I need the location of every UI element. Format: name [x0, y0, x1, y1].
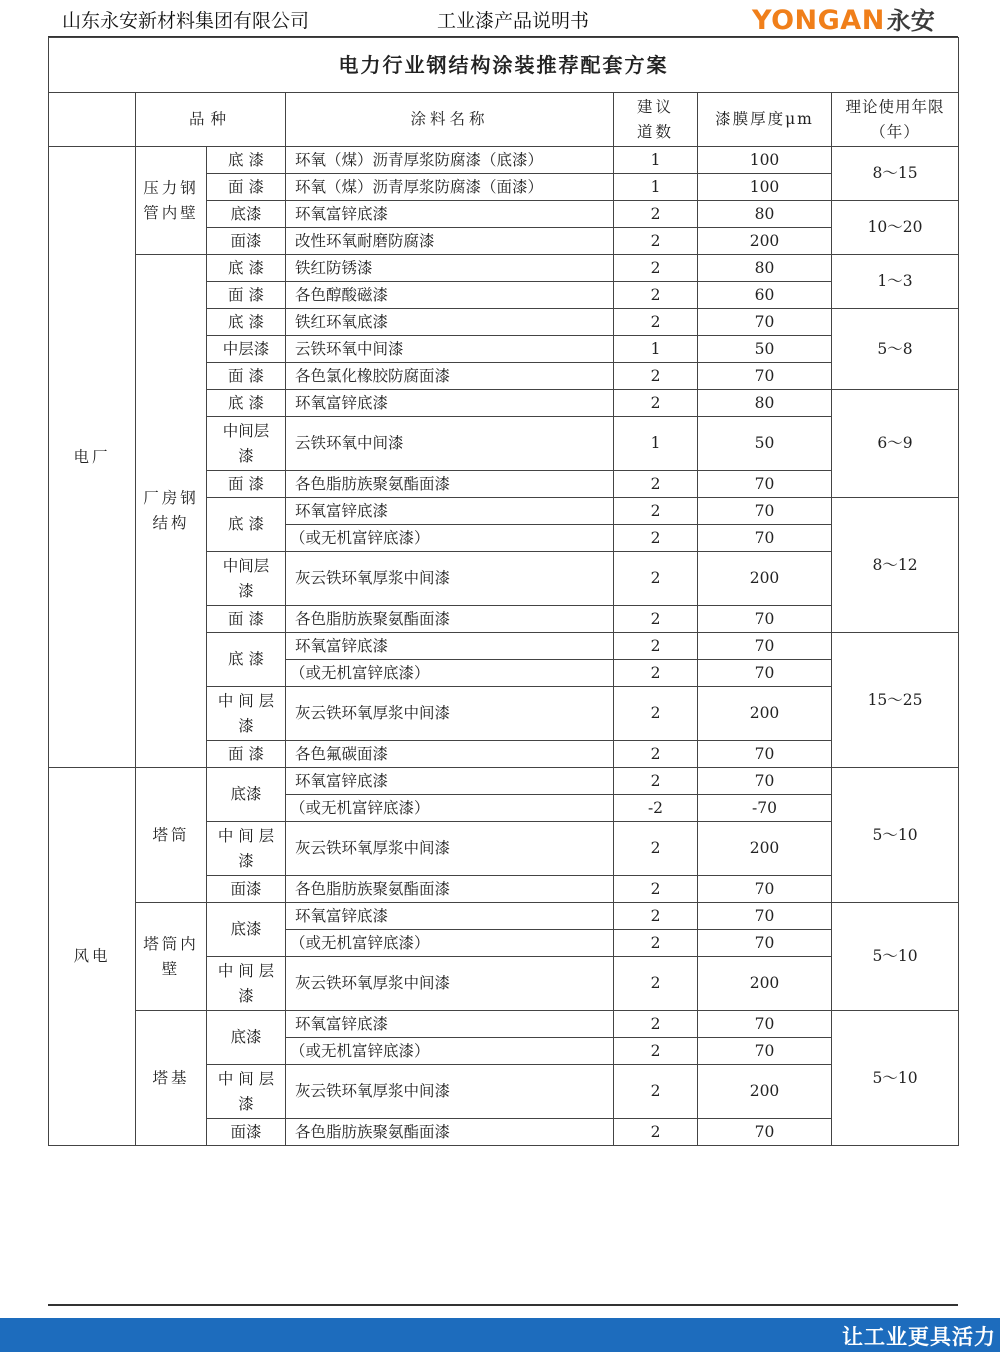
coats-cell: 2	[614, 1011, 698, 1038]
coats-cell: 2	[614, 768, 698, 795]
coats-cell: 2	[614, 282, 698, 309]
layer-cell: 中 间 层 漆	[207, 957, 286, 1011]
coats-cell: 2	[614, 390, 698, 417]
coating-name-cell: 各色氯化橡胶防腐面漆	[286, 363, 614, 390]
part-cell: 塔基	[136, 1011, 207, 1146]
thickness-cell: 70	[698, 1038, 832, 1065]
table-row	[49, 255, 959, 282]
coating-name-cell: （或无机富锌底漆）	[286, 930, 614, 957]
layer-cell: 面 漆	[207, 606, 286, 633]
layer-cell: 底 漆	[207, 390, 286, 417]
coats-cell: 1	[614, 147, 698, 174]
footer-slogan: 让工业更具活力	[842, 1325, 996, 1349]
coats-cell: 2	[614, 741, 698, 768]
coats-cell: 2	[614, 957, 698, 1011]
coating-name-cell: 铁红防锈漆	[286, 255, 614, 282]
coating-name-cell: 云铁环氧中间漆	[286, 336, 614, 363]
layer-cell: 底 漆	[207, 309, 286, 336]
coating-name-cell: 灰云铁环氧厚浆中间漆	[286, 1065, 614, 1119]
coating-name-cell: 各色脂肪族聚氨酯面漆	[286, 876, 614, 903]
thickness-cell: 70	[698, 876, 832, 903]
layer-cell: 面 漆	[207, 174, 286, 201]
coating-name-cell: （或无机富锌底漆）	[286, 795, 614, 822]
coats-cell: 2	[614, 1065, 698, 1119]
logo-text-en: YONGAN	[752, 5, 885, 36]
layer-cell: 面漆	[207, 228, 286, 255]
coats-cell: 1	[614, 417, 698, 471]
thickness-cell: 50	[698, 336, 832, 363]
coats-cell: 2	[614, 471, 698, 498]
life-cell: 8～15	[832, 147, 959, 201]
thickness-cell: -70	[698, 795, 832, 822]
layer-cell: 底漆	[207, 201, 286, 228]
thickness-cell: 200	[698, 228, 832, 255]
layer-cell: 面漆	[207, 876, 286, 903]
coats-cell: 2	[614, 903, 698, 930]
coating-name-cell: 环氧富锌底漆	[286, 1011, 614, 1038]
life-cell: 5～10	[832, 1011, 959, 1146]
thickness-cell: 70	[698, 1119, 832, 1146]
thickness-cell: 70	[698, 1011, 832, 1038]
table-row	[49, 903, 959, 930]
table-row	[49, 1011, 959, 1038]
thickness-cell: 200	[698, 957, 832, 1011]
thickness-cell: 70	[698, 363, 832, 390]
coats-cell: 2	[614, 930, 698, 957]
layer-cell: 面 漆	[207, 741, 286, 768]
coating-name-cell: 灰云铁环氧厚浆中间漆	[286, 957, 614, 1011]
life-cell: 10～20	[832, 201, 959, 255]
coating-name-cell: 改性环氧耐磨防腐漆	[286, 228, 614, 255]
coating-name-cell: 环氧富锌底漆	[286, 768, 614, 795]
coats-cell: 2	[614, 633, 698, 660]
thickness-cell: 50	[698, 417, 832, 471]
coats-cell: 2	[614, 1119, 698, 1146]
layer-cell: 中 间 层 漆	[207, 822, 286, 876]
layer-cell: 底 漆	[207, 633, 286, 687]
life-cell: 5～10	[832, 768, 959, 903]
thickness-cell: 80	[698, 255, 832, 282]
header-coats: 建议道数	[614, 93, 698, 147]
header-variety: 品种	[136, 93, 286, 147]
coating-name-cell: 铁红环氧底漆	[286, 309, 614, 336]
coating-name-cell: 灰云铁环氧厚浆中间漆	[286, 687, 614, 741]
sector-cell: 电厂	[49, 147, 136, 768]
coating-name-cell: 环氧富锌底漆	[286, 390, 614, 417]
thickness-cell: 200	[698, 1065, 832, 1119]
layer-cell: 底 漆	[207, 498, 286, 552]
coating-name-cell: 环氧（煤）沥青厚浆防腐漆（底漆）	[286, 147, 614, 174]
coats-cell: 2	[614, 876, 698, 903]
life-cell: 5～8	[832, 309, 959, 390]
layer-cell: 面 漆	[207, 471, 286, 498]
table-header-row	[49, 93, 959, 147]
layer-cell: 面漆	[207, 1119, 286, 1146]
table-row	[49, 768, 959, 795]
coats-cell: 2	[614, 255, 698, 282]
part-cell: 厂房钢结构	[136, 255, 207, 768]
header-life: 理论使用年限（年）	[832, 93, 959, 147]
coating-scheme-table	[48, 37, 959, 1146]
thickness-cell: 100	[698, 147, 832, 174]
header-blank	[49, 93, 136, 147]
thickness-cell: 70	[698, 741, 832, 768]
coats-cell: 2	[614, 201, 698, 228]
coats-cell: 2	[614, 552, 698, 606]
coats-cell: 2	[614, 309, 698, 336]
part-cell: 压力钢管内壁	[136, 147, 207, 255]
header-thickness: 漆膜厚度μm	[698, 93, 832, 147]
layer-cell: 底漆	[207, 768, 286, 822]
thickness-cell: 70	[698, 930, 832, 957]
coating-name-cell: 灰云铁环氧厚浆中间漆	[286, 822, 614, 876]
thickness-cell: 70	[698, 903, 832, 930]
coating-name-cell: 各色醇酸磁漆	[286, 282, 614, 309]
part-cell: 塔筒内壁	[136, 903, 207, 1011]
logo-text-cn: 永安	[886, 7, 935, 35]
thickness-cell: 70	[698, 525, 832, 552]
coats-cell: 2	[614, 606, 698, 633]
coats-cell: 2	[614, 363, 698, 390]
layer-cell: 面 漆	[207, 363, 286, 390]
thickness-cell: 60	[698, 282, 832, 309]
layer-cell: 中 间 层 漆	[207, 687, 286, 741]
thickness-cell: 80	[698, 390, 832, 417]
coating-name-cell: 环氧富锌底漆	[286, 633, 614, 660]
part-cell: 塔筒	[136, 768, 207, 903]
coats-cell: 2	[614, 498, 698, 525]
layer-cell: 中层漆	[207, 336, 286, 363]
company-name: 山东永安新材料集团有限公司	[62, 10, 310, 32]
header-coating-name: 涂料名称	[286, 93, 614, 147]
layer-cell: 底 漆	[207, 147, 286, 174]
thickness-cell: 70	[698, 498, 832, 525]
thickness-cell: 70	[698, 633, 832, 660]
layer-cell: 底漆	[207, 903, 286, 957]
coating-name-cell: 各色脂肪族聚氨酯面漆	[286, 606, 614, 633]
coating-name-cell: 各色氟碳面漆	[286, 741, 614, 768]
table-title: 电力行业钢结构涂装推荐配套方案	[49, 38, 959, 93]
table-title-row	[49, 38, 959, 93]
brand-logo	[752, 1, 935, 36]
layer-cell: 面 漆	[207, 282, 286, 309]
coats-cell: 1	[614, 174, 698, 201]
life-cell: 8～12	[832, 498, 959, 633]
document-title: 工业漆产品说明书	[437, 10, 590, 32]
coating-name-cell: 环氧（煤）沥青厚浆防腐漆（面漆）	[286, 174, 614, 201]
coats-cell: 1	[614, 336, 698, 363]
coats-cell: 2	[614, 687, 698, 741]
layer-cell: 中 间 层 漆	[207, 1065, 286, 1119]
coating-name-cell: 环氧富锌底漆	[286, 903, 614, 930]
thickness-cell: 70	[698, 768, 832, 795]
thickness-cell: 200	[698, 822, 832, 876]
page-header	[0, 0, 1000, 40]
coats-cell: 2	[614, 228, 698, 255]
coats-cell: 2	[614, 525, 698, 552]
life-cell: 1～3	[832, 255, 959, 309]
coating-name-cell: 灰云铁环氧厚浆中间漆	[286, 552, 614, 606]
layer-cell: 中间层漆	[207, 417, 286, 471]
coats-cell: 2	[614, 660, 698, 687]
life-cell: 15～25	[832, 633, 959, 768]
coating-name-cell: 环氧富锌底漆	[286, 201, 614, 228]
coating-name-cell: 环氧富锌底漆	[286, 498, 614, 525]
sector-cell: 风电	[49, 768, 136, 1146]
coats-cell: -2	[614, 795, 698, 822]
layer-cell: 中间层漆	[207, 552, 286, 606]
coating-name-cell: （或无机富锌底漆）	[286, 1038, 614, 1065]
coating-name-cell: 各色脂肪族聚氨酯面漆	[286, 471, 614, 498]
footer-rule	[48, 1304, 958, 1306]
coats-cell: 2	[614, 1038, 698, 1065]
coating-name-cell: （或无机富锌底漆）	[286, 525, 614, 552]
coating-name-cell: 各色脂肪族聚氨酯面漆	[286, 1119, 614, 1146]
thickness-cell: 70	[698, 471, 832, 498]
table-row	[49, 147, 959, 174]
coats-cell: 2	[614, 822, 698, 876]
thickness-cell: 70	[698, 309, 832, 336]
thickness-cell: 200	[698, 687, 832, 741]
thickness-cell: 100	[698, 174, 832, 201]
layer-cell: 底 漆	[207, 255, 286, 282]
thickness-cell: 70	[698, 606, 832, 633]
thickness-cell: 80	[698, 201, 832, 228]
layer-cell: 底漆	[207, 1011, 286, 1065]
footer-bar	[0, 1318, 1000, 1352]
thickness-cell: 70	[698, 660, 832, 687]
life-cell: 5～10	[832, 903, 959, 1011]
coating-name-cell: 云铁环氧中间漆	[286, 417, 614, 471]
life-cell: 6～9	[832, 390, 959, 498]
thickness-cell: 200	[698, 552, 832, 606]
coating-name-cell: （或无机富锌底漆）	[286, 660, 614, 687]
